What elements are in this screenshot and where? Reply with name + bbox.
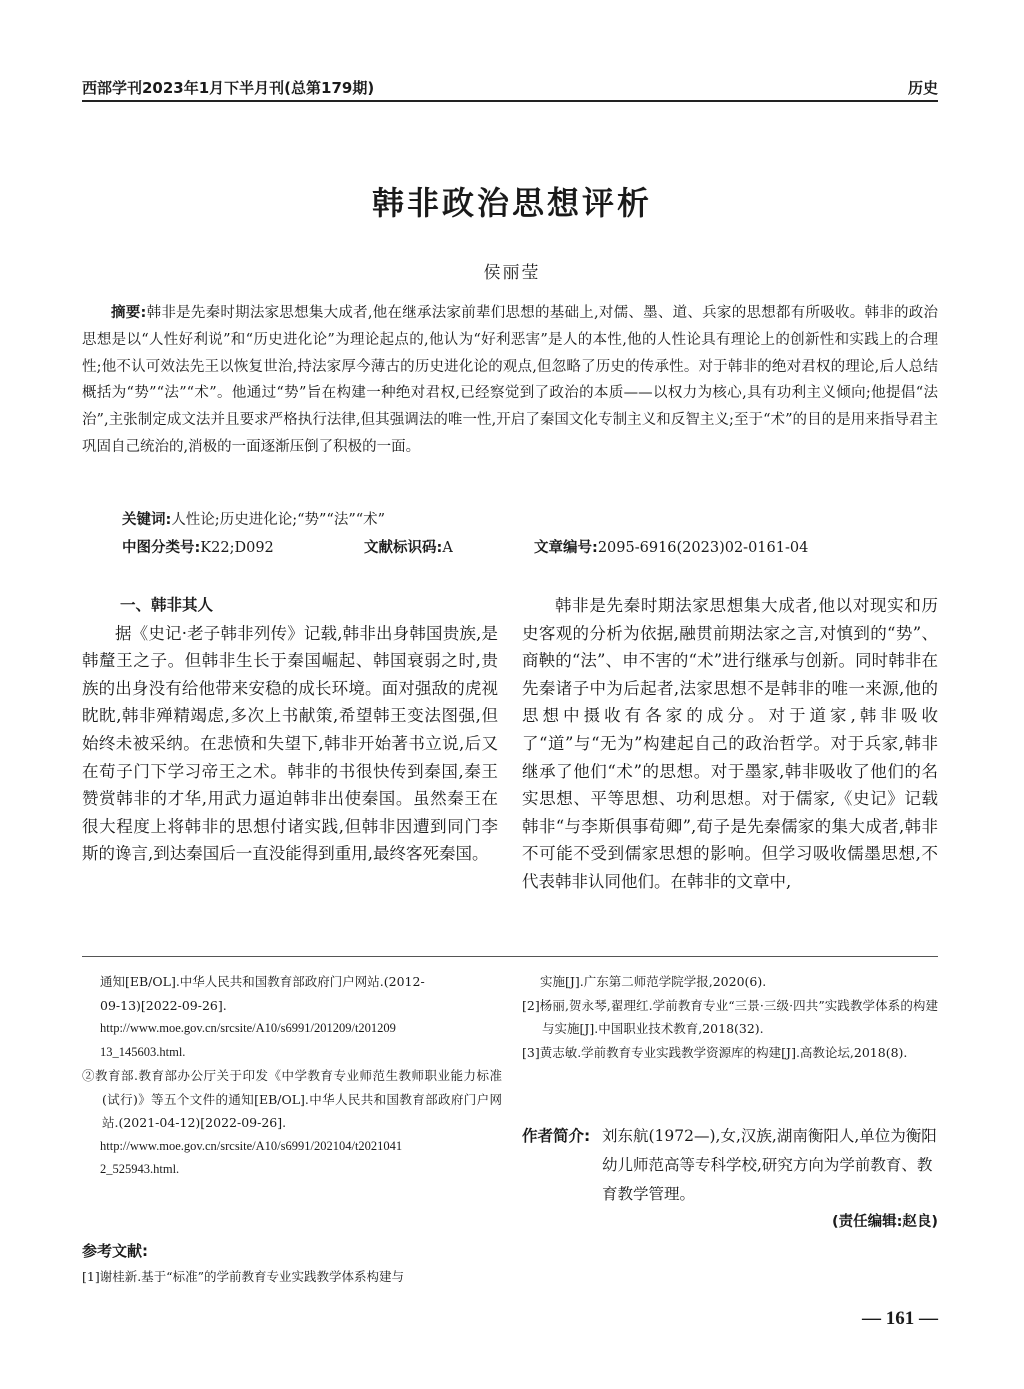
journal-issue: 西部学刊2023年1月下半月刊(总第179期) bbox=[82, 79, 375, 97]
section-label: 历史 bbox=[907, 79, 938, 97]
keywords bbox=[122, 508, 385, 529]
page-number: — 161 — bbox=[862, 1308, 938, 1329]
abstract bbox=[82, 300, 938, 461]
article-title: 韩非政治思想评析 bbox=[371, 184, 652, 222]
body-paragraph: 韩非是先秦时期法家思想集大成者,他以对现实和历史客观的分析为依据,融贯前期法家之言,对慎到的“势”、商鞅的“法”、申不害的“术”进行继承与创新。同时韩非在先秦诸子中为后起者,法家思想不是韩非的唯一来源,他的思想中摄收有各家的成分。对于道家,韩非吸收了“道”与“无为”构建起自己的政治哲学。对于兵家,韩非继承了他们“术”的思想。对于墨家,韩非吸收了他们的名实思想、平等思想、功利思想。对于儒家,《史记》记载韩非“与李斯俱事荀卿”,荀子是先秦儒家的集大成者,韩非不可能不受到儒家思想的影响。但学习吸收儒墨思想,不代表韩非认同他们。在韩非的文章中, bbox=[522, 596, 938, 891]
footnote-line: 09-13)[2022-09-26]. bbox=[100, 997, 227, 1013]
notes-rule bbox=[82, 956, 938, 957]
references-heading: 参考文献: bbox=[82, 1242, 148, 1260]
reference-3: [3]黄志敏.学前教育专业实践教学资源库的构建[J].高教论坛,2018(8). bbox=[522, 1044, 908, 1060]
author-bio bbox=[522, 1122, 938, 1209]
keywords-text: 人性论;历史进化论;“势”“法”“术” bbox=[171, 512, 386, 528]
doc-code: 文献标识码:A bbox=[364, 540, 453, 556]
reference-1: [1]谢桂新.基于“标准”的学前教育专业实践教学体系构建与 bbox=[82, 1269, 404, 1284]
references-continued bbox=[522, 970, 938, 1064]
running-header bbox=[82, 68, 938, 98]
reference-2: [2]杨丽,贺永琴,翟理红.学前教育专业“三景·三级·四共”实践教学体系的构建与实施[J].中国职业技术教育,2018(32). bbox=[522, 997, 938, 1036]
author-bio-text: 刘东航(1972—),女,汉族,湖南衡阳人,单位为衡阳幼儿师范高等专科学校,研究方向为学前教育、教育教学管理。 bbox=[602, 1127, 937, 1203]
keywords-label: 关键词: bbox=[122, 512, 172, 528]
footnote-2: ②教育部.教育部办公厅关于印发《中学教育专业师范生教师职业能力标准(试行)》等五个文件的通知[EB/OL].中华人民共和国教育部政府门户网站.(2021-04-12)[2022-09-26]. bbox=[82, 1068, 502, 1130]
article-author: 侯丽莹 bbox=[483, 263, 541, 283]
clc-code: 中图分类号:K22;D092 bbox=[122, 540, 274, 556]
reference-line: 实施[J].广东第二师范学院学报,2020(6). bbox=[540, 974, 767, 989]
body-column-right bbox=[522, 592, 938, 896]
footnote-url: http://www.moe.gov.cn/srcsite/A10/s6991/201209/t201209 bbox=[100, 1021, 396, 1035]
footnote-url: 13_145603.html. bbox=[100, 1044, 186, 1059]
author-bio-label: 作者简介: bbox=[522, 1127, 591, 1145]
body-column-left bbox=[82, 592, 498, 868]
section-heading: 一、韩非其人 bbox=[120, 596, 214, 614]
abstract-label: 摘要: bbox=[111, 305, 147, 321]
footnote-url: 2_525943.html. bbox=[100, 1162, 180, 1176]
article-number: 文章编号:2095-6916(2023)02-0161-04 bbox=[534, 540, 809, 556]
footnote-url: http://www.moe.gov.cn/srcsite/A10/s6991/202104/t2021041 bbox=[100, 1138, 403, 1153]
abstract-text: 韩非是先秦时期法家思想集大成者,他在继承法家前辈们思想的基础上,对儒、墨、道、兵家的思想都有所吸收。韩非的政治思想是以“人性好利说”和“历史进化论”为理论起点的,他认为“好利恶害”是人的本性,他的人性论具有理论上的创新性和实践上的合理性;他不认可效法先王以恢复世治,持法家厚今薄古的历史进化论的观点,但忽略了历史的传承性。对于韩非的绝对君权的理论,后人总结概括为“势”“法”“术”。他通过“势”旨在构建一种绝对君权,已经察觉到了政治的本质——以权力为核心,具有功利主义倾向;他提倡“法治”,主张制定成文法并且要求严格执行法律,但其强调法的唯一性,开启了秦国文化专制主义和反智主义;至于“术”的目的是用来指导君主巩固自己统治的,消极的一面逐渐压倒了积极的一面。 bbox=[82, 305, 938, 455]
footnotes-left bbox=[82, 970, 502, 1182]
footnote-line: 通知[EB/OL].中华人民共和国教育部政府门户网站.(2012- bbox=[100, 974, 425, 989]
classification-line bbox=[122, 536, 938, 557]
body-paragraph: 据《史记·老子韩非列传》记载,韩非出身韩国贵族,是韩釐王之子。但韩非生长于秦国崛起、韩国衰弱之时,贵族的出身没有给他带来安稳的成长环境。面对强敌的虎视眈眈,韩非殚精竭虑,多次上书献策,希望韩王变法图强,但始终未被采纳。在悲愤和失望下,韩非开始著书立说,后又在荀子门下学习帝王之术。韩非的书很快传到秦国,秦王赞赏韩非的才华,用武力逼迫韩非出使秦国。虽然秦王在很大程度上将韩非的思想付诸实践,但韩非因遭到同门李斯的谗言,到达秦国后一直没能得到重用,最终客死秦国。 bbox=[82, 623, 498, 864]
header-rule bbox=[82, 100, 938, 102]
responsible-editor: (责任编辑:赵良) bbox=[831, 1214, 938, 1230]
